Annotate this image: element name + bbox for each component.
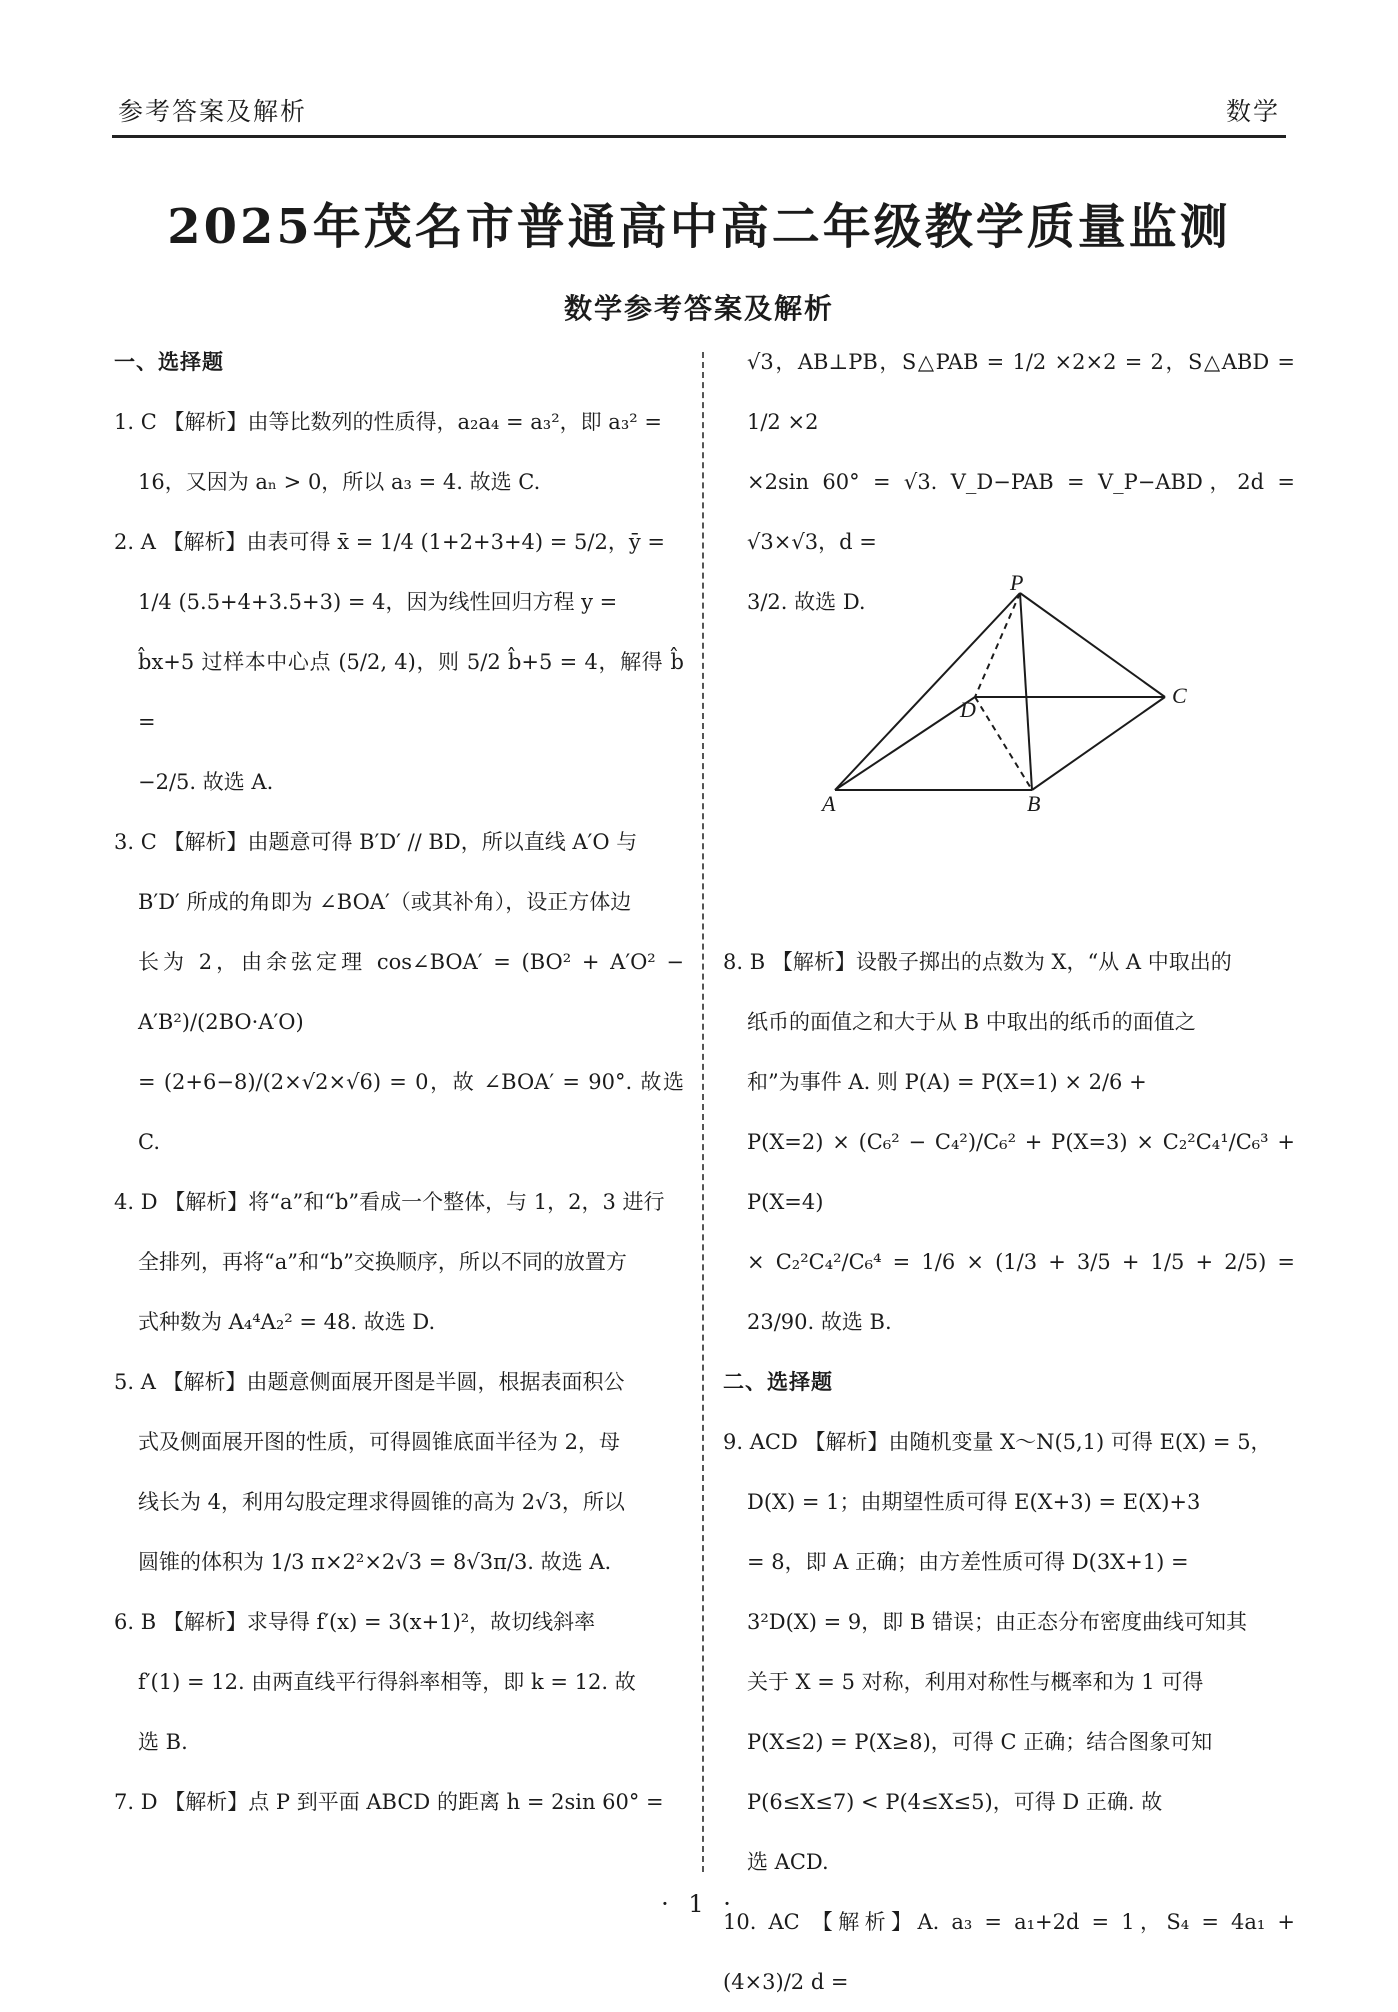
answer-item: 2. A 【解析】由表可得 x̄ = 1/4 (1+2+3+4) = 5/2，ȳ = (114, 530, 665, 554)
edge-PD-hidden (975, 593, 1020, 697)
answer-item: 4. D 【解析】将“a”和“b”看成一个整体，与 1，2，3 进行 (114, 1190, 665, 1214)
answer-line: 式种数为 A₄⁴A₂² = 48. 故选 D. (138, 1310, 436, 1334)
column-divider (702, 352, 704, 1872)
edge-PB (1020, 593, 1032, 790)
answer-line: 选 B. (138, 1730, 188, 1754)
header-right: 数学 (1225, 97, 1280, 126)
page-title: 2025年茂名市普通高中高二年级教学质量监测 (167, 199, 1231, 255)
answer-line: 和”为事件 A. 则 P(A) = P(X=1) × 2/6 + (747, 1070, 1147, 1094)
label-P: P (1010, 575, 1024, 595)
edge-PC (1020, 593, 1165, 697)
answer-line: P(6≤X≤7) < P(4≤X≤5)，可得 D 正确. 故 (747, 1790, 1163, 1814)
page-number: · 1 · (661, 1890, 737, 1918)
label-B: B (1027, 791, 1041, 815)
section-heading: 一、选择题 (114, 349, 224, 374)
answer-line: 纸币的面值之和大于从 B 中取出的纸币的面值之 (747, 1010, 1196, 1034)
answer-line: −2/5. 故选 A. (138, 770, 274, 794)
answer-item: 3. C 【解析】由题意可得 B′D′ // BD，所以直线 A′O 与 (114, 830, 638, 854)
edge-BC (1032, 697, 1165, 790)
pyramid-figure (810, 575, 1230, 815)
answer-line: D(X) = 1；由期望性质可得 E(X+3) = E(X)+3 (747, 1490, 1201, 1514)
answer-line: f′(1) = 12. 由两直线平行得斜率相等，即 k = 12. 故 (138, 1670, 636, 1694)
answer-line: 1/4 (5.5+4+3.5+3) = 4，因为线性回归方程 y = (138, 590, 618, 614)
answer-line: 16，又因为 aₙ > 0，所以 a₃ = 4. 故选 C. (138, 470, 541, 494)
label-C: C (1172, 683, 1187, 708)
answer-item: 5. A 【解析】由题意侧面展开图是半圆，根据表面积公 (114, 1370, 625, 1394)
answer-line: 选 ACD. (747, 1850, 829, 1874)
answer-line: = (2+6−8)/(2×√2×√6) = 0，故 ∠BOA′ = 90°. 故选 C. (138, 1070, 684, 1154)
answer-item: 7. D 【解析】点 P 到平面 ABCD 的距离 h = 2sin 60° = (114, 1790, 664, 1814)
answer-line: = 8，即 A 正确；由方差性质可得 D(3X+1) = (747, 1550, 1189, 1574)
answer-line: P(X≤2) = P(X≥8)，可得 C 正确；结合图象可知 (747, 1730, 1213, 1754)
answer-line: √3，AB⊥PB，S△PAB = 1/2 ×2×2 = 2，S△ABD = 1/2 ×2 (747, 350, 1295, 434)
answer-line: 圆锥的体积为 1/3 π×2²×2√3 = 8√3π/3. 故选 A. (138, 1550, 612, 1574)
answer-line: b̂x+5 过样本中心点 (5/2, 4)，则 5/2 b̂+5 = 4，解得 b̂ = (138, 650, 684, 734)
answer-line: 关于 X = 5 对称，利用对称性与概率和为 1 可得 (747, 1670, 1204, 1694)
label-A: A (822, 791, 836, 815)
section-heading: 二、选择题 (723, 1369, 833, 1394)
answer-line: ×2sin 60° = √3. V_D−PAB = V_P−ABD，2d = √3×√3，d = (747, 470, 1295, 554)
answer-line: B′D′ 所成的角即为 ∠BOA′（或其补角），设正方体边 (138, 890, 632, 914)
page-subtitle: 数学参考答案及解析 (563, 292, 834, 325)
answer-line: 全排列，再将“a”和“b”交换顺序，所以不同的放置方 (138, 1250, 627, 1274)
answer-item: 1. C 【解析】由等比数列的性质得，a₂a₄ = a₃²，即 a₃² = (114, 410, 662, 434)
edge-PA (835, 593, 1020, 790)
answer-line: 长为 2，由余弦定理 cos∠BOA′ = (BO² + A′O² − A′B²)/(2BO·A′O) (138, 950, 684, 1034)
edge-AD (835, 697, 975, 790)
answer-item: 10. AC 【解析】A. a₃ = a₁+2d = 1，S₄ = 4a₁ + (4×3)/2 d = (723, 1910, 1295, 1994)
label-D: D (960, 697, 976, 722)
answer-line: 式及侧面展开图的性质，可得圆锥底面半径为 2，母 (138, 1430, 621, 1454)
answer-line: P(X=2) × (C₆² − C₄²)/C₆² + P(X=3) × C₂²C₄¹/C₆³ + P(X=4) (747, 1130, 1295, 1214)
answer-item: 6. B 【解析】求导得 f′(x) = 3(x+1)²，故切线斜率 (114, 1610, 596, 1634)
edge-DB-hidden (975, 697, 1032, 790)
answer-line: 3/2. 故选 D. (747, 590, 866, 614)
header-rule (112, 135, 1286, 138)
answer-line: 3²D(X) = 9，即 B 错误；由正态分布密度曲线可知其 (747, 1610, 1248, 1634)
answer-line: × C₂²C₄²/C₆⁴ = 1/6 × (1/3 + 3/5 + 1/5 + 2/5) = 23/90. 故选 B. (747, 1250, 1295, 1334)
answer-item: 8. B 【解析】设骰子掷出的点数为 X，“从 A 中取出的 (723, 950, 1232, 974)
answer-line: 线长为 4，利用勾股定理求得圆锥的高为 2√3，所以 (138, 1490, 625, 1514)
left-column (114, 332, 684, 1832)
header-left: 参考答案及解析 (118, 97, 308, 126)
answer-item: 9. ACD 【解析】由随机变量 X～N(5,1) 可得 E(X) = 5， (723, 1430, 1272, 1454)
